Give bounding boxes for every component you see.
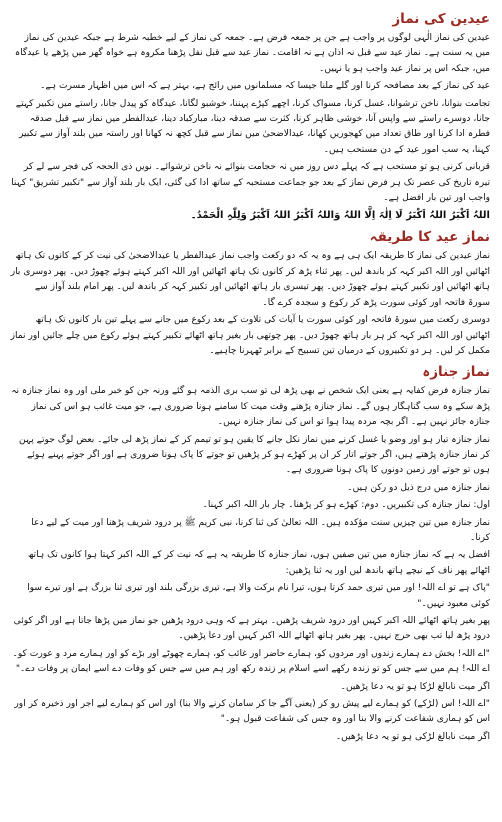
paragraph: عید کی نماز کے بعد مصافحہ کرنا اور گلے ملنا جیسا کہ مسلمانوں میں رائج ہے، بہتر ہے کہ اس میں اظہار مسرت ہے۔: [40, 81, 490, 92]
paragraph: نماز جنازہ میں درج ذیل دو رکن ہیں۔: [347, 482, 490, 493]
paragraph: تجامت بنوانا، ناخن ترشوانا، غسل کرنا، مسواک کرنا، اچھے کپڑے پہننا، خوشبو لگانا، عیدگاہ کو پیدل جانا، راستے میں تکبیر کہتے جانا، دوسرے راستے سے واپس آنا، خوشی ظاہر کرنا، کثرت سے صدقہ دینا، مبارکباد دینا، عیدالفطر میں نماز سے قبل صدقہ فطرہ ادا کرنا اور طاق تعداد میں کھجوریں کھانا، عیدالاضحیٰ میں نماز سے قبل کچھ نہ کھانا اور راستہ میں بلند آواز سے تکبیر کہنا، یہ سب امور عید کے دن مستحب ہیں۔: [15, 98, 490, 155]
quoted-prayer: "اے اللہ! بخش دے ہمارے زندوں اور مردوں کو، ہمارے حاضر اور غائب کو، ہمارے چھوٹے اور بڑے کو اور ہمارے مرد و عورت کو۔ اے اللہ! ہم میں سے جس کو تو زندہ رکھے اسے اسلام پر زندہ رکھ اور ہم میں سے جس کو وفات دے اسے ایمان پر وفات دے۔": [12, 648, 490, 675]
paragraph: قربانی کرنی ہو تو مستحب ہے کہ پہلے دس روز میں نہ حجامت بنوائے نہ ناخن ترشوائے۔ نویں ذی الحجہ کی فجر سے لے کر تیرہ تاریخ کی عصر تک ہر فرض نماز کے بعد جو جماعت مستحبہ کے ساتھ ادا کی گئی، ایک بار بلند آواز سے "تکبیر تشریق" کہنا واجب اور تین بار افضل ہے۔: [11, 162, 490, 204]
section-heading-eid-method: نماز عید کا طریقہ: [369, 229, 490, 246]
paragraph: افضل یہ ہے کہ نماز جنازہ میں تین صفیں ہوں، نماز جنازہ کا طریقہ یہ ہے کہ نیت کر کے اللہ اکبر کہتا ہوا کانوں تک ہاتھ اٹھائے پھر ناف کے نیچے ہاتھ باندھ لیں اور یہ ثنا پڑھیں:: [27, 550, 490, 576]
quoted-prayer: "اے اللہ! اس (لڑکے) کو ہمارے لیے پیش رو کر (یعنی آگے جا کر سامان کرنے والا بنا) اور اس کو ہمارے لیے اجر اور ذخیرہ کر اور اس کو ہماری شفاعت کرنے والا بنا اور وہ جس کی شفاعت قبول ہو۔": [14, 699, 490, 725]
paragraph: اگر میت نابالغ لڑکا ہو تو یہ دعا پڑھیں۔: [340, 681, 490, 692]
paragraph: نماز جنازہ میں تین چیزیں سنت مؤکدہ ہیں۔ اللہ تعالیٰ کی ثنا کرنا، نبی کریم ﷺ پر درود شریف پڑھنا اور میت کے لیے دعا کرنا۔: [31, 517, 490, 543]
paragraph: عیدین کی نماز الٰہی لوگوں پر واجب ہے جن پر جمعہ فرض ہے۔ جمعہ کی نماز کے لیے خطبہ شرط ہے جبکہ عیدین کی نماز میں یہ سنت ہے۔ نماز عید سے قبل نہ اذان ہے نہ اقامت۔ نماز عید سے قبل نفل پڑھنا مکروہ ہے خواہ گھر میں پڑھے یا عیدگاہ میں، جبکہ اس پر نماز عید واجب ہو یا نہیں۔: [14, 33, 490, 74]
paragraph: نماز جنازہ فرض کفایہ ہے یعنی ایک شخص نے بھی پڑھ لی تو سب بری الذمہ ہو گئے ورنہ جن کو خبر ملی اور وہ نماز جنازہ نہ پڑھ سکے وہ سب گناہگار ہوں گے۔ نماز جنازہ پڑھنے وقت میت کا سامنے ہونا ضروری ہے، جو میت غائب ہو اس کی نماز جنازہ جائز نہیں ہے۔ اگر بچہ مردہ پیدا ہوا تو اس کی نماز جنازہ نہیں۔: [11, 386, 490, 428]
quoted-prayer: "پاک ہے تو اے اللہ! اور میں تیری حمد کرتا ہوں، تیرا نام برکت والا ہے، تیری بزرگی بلند اور تیری ثنا بزرگ ہے اور تیرے سوا کوئی معبود نہیں۔": [27, 583, 490, 609]
paragraph: اول: نماز جنازہ کی تکبیریں۔ دوم: کھڑے ہو کر پڑھنا۔ چار بار اللہ اکبر کہنا۔: [202, 500, 490, 511]
paragraph: نماز عیدین کی نماز کا طریقہ ایک ہی ہے وہ یہ کہ دو رکعت واجب نماز عیدالفطر یا عیدالاضحیٰ کی نیت کر کے کانوں تک ہاتھ اٹھائیں اور اللہ اکبر کہہ کر باندھ لیں۔ پھر ثناء پڑھ کر کانوں تک ہاتھ اٹھائیں اور اللہ اکبر کہتے ہوئے چھوڑ دیں۔ پھر دوسری بار ہاتھ اٹھائیں اور تکبیر کہتے ہوئے چھوڑ دیں۔ پھر تیسری بار ہاتھ اٹھائیں اور تکبیر کہہ کر باندھ لیں۔ پھر امام بلند آواز سے سورۃ فاتحہ اور کوئی سورت پڑھ کر رکوع و سجدہ کرے گا۔: [10, 251, 490, 308]
arabic-takbir: اللہُ اَکْبَرُ اللہُ اَکْبَرُ لَا اِلٰہَ اِلَّا اللہُ وَاللہُ اَکْبَرُ اللہُ اَکْبَرُ وَلِلّٰہِ الْحَمْدُ۔: [190, 210, 490, 222]
paragraph: دوسری رکعت میں سورۃ فاتحہ اور کوئی سورت یا آیات کی تلاوت کے بعد رکوع میں جانے سے پہلے تین بار کانوں تک ہاتھ اٹھائیں اور اللہ اکبر کہہ کر ہر بار ہاتھ چھوڑ دیں۔ پھر چوتھی بار بغیر ہاتھ اٹھائے تکبیر کہتے ہوئے رکوع میں چلے جائیں اور نماز مکمل کر لیں۔ ہر دو تکبیروں کے درمیان تین تسبیح کے برابر ٹھہرنا چاہیے۔: [10, 315, 490, 356]
paragraph: پھر بغیر ہاتھ اٹھائے اللہ اکبر کہیں اور درود شریف پڑھیں۔ بہتر ہے کہ وہی درود پڑھیں جو نماز میں پڑھا جاتا ہے اور اگر کوئی درود پڑھ لیا تب بھی حرج نہیں۔ پھر بغیر ہاتھ اٹھائے اللہ اکبر کہیں اور دعا پڑھیں۔: [13, 616, 490, 642]
section-heading-eid-prayer: عیدین کی نماز: [392, 11, 490, 27]
paragraph: نماز جنازہ تیار ہو اور وضو یا غسل کرنے میں نماز نکل جانے کا یقین ہو تو تیمم کر کے نماز پڑھ لی جائے۔ بعض لوگ جوتے پہن کر نماز جنازہ پڑھتے ہیں، اگر جوتے اتار کر ان پر کھڑے ہو کر پڑھیں تو جوتے کا پاک ہونا ضروری ہے اور اگر جوتے پہنے ہوئے ہوں تو جوتے اور زمین دونوں کا پاک ہونا ضروری ہے۔: [18, 434, 490, 476]
paragraph: اگر میت نابالغ لڑکی ہو تو یہ دعا پڑھیں۔: [335, 731, 490, 742]
section-heading-janazah: نماز جنازہ: [422, 364, 490, 381]
